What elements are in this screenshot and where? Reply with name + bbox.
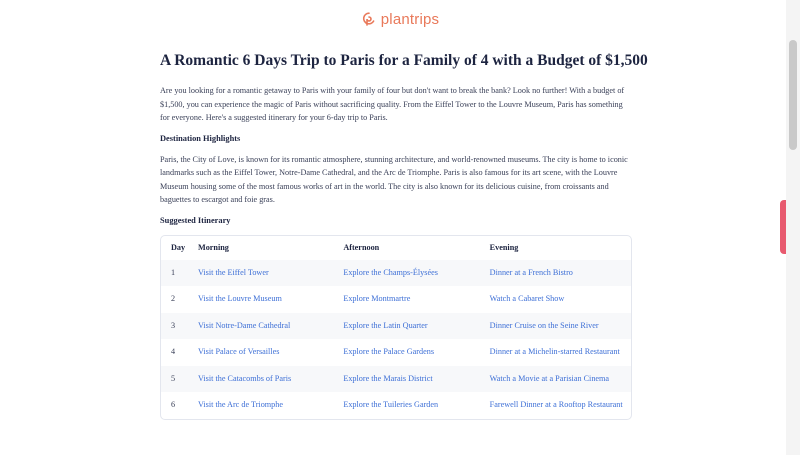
article: [160, 52, 648, 420]
afternoon-activity-link[interactable]: Explore the Marais District: [333, 366, 479, 393]
table-row: [161, 286, 631, 313]
afternoon-activity-link[interactable]: Explore Montmartre: [343, 294, 411, 303]
afternoon-activity-link[interactable]: Explore the Champs-Élysées: [333, 260, 479, 287]
table-row: [161, 260, 631, 287]
highlights-heading: Destination Highlights: [160, 133, 241, 143]
column-header-afternoon: Afternoon: [343, 243, 380, 252]
day-cell: 2: [171, 294, 176, 303]
evening-activity-link[interactable]: Farewell Dinner at a Rooftop Restaurant: [489, 400, 623, 409]
morning-activity-link[interactable]: Visit the Arc de Triomphe: [197, 400, 283, 409]
itinerary-table-container: [160, 235, 632, 420]
morning-activity-link[interactable]: Visit Palace of Versailles: [197, 347, 280, 356]
column-header-evening: Evening: [489, 243, 519, 252]
column-header-morning: Morning: [197, 243, 229, 252]
afternoon-activity-link[interactable]: Explore the Latin Quarter: [333, 313, 479, 340]
scrollbar-thumb[interactable]: [789, 40, 797, 150]
morning-activity-link[interactable]: Visit the Catacombs of Paris: [188, 366, 333, 393]
table-header-row: [161, 236, 631, 260]
table-row: [161, 313, 631, 340]
table-row: [161, 366, 631, 393]
itinerary-heading: Suggested Itinerary: [160, 215, 231, 225]
plantrips-logo-icon: [361, 11, 377, 27]
evening-activity-link[interactable]: Dinner Cruise on the Seine River: [480, 313, 631, 340]
intro-paragraph: Are you looking for a romantic getaway to Paris with your family of four but don't want to break the bank? Look no further! With a budget of $1,500, you can experience the magic of Paris without sacrificing quality. From the Eiffel Tower to the Louvre Museum, Paris has something for everyone. Here's a suggested itinerary for your 6-day trip to Paris.: [160, 86, 625, 122]
page-title: A Romantic 6 Days Trip to Paris for a Family of 4 with a Budget of $1,500: [160, 52, 648, 69]
afternoon-activity-link[interactable]: Explore the Tuileries Garden: [343, 400, 439, 409]
morning-activity-link[interactable]: Visit Notre-Dame Cathedral: [188, 313, 333, 340]
evening-activity-link[interactable]: Dinner at a French Bistro: [480, 260, 631, 287]
itinerary-table: [161, 236, 631, 419]
evening-activity-link[interactable]: Watch a Cabaret Show: [489, 294, 565, 303]
day-cell: 6: [171, 400, 176, 409]
table-row: [161, 339, 631, 366]
day-cell: 4: [171, 347, 176, 356]
column-header-day: Day: [171, 243, 186, 252]
table-row: [161, 392, 631, 419]
day-cell: 3: [161, 313, 188, 340]
day-cell: 5: [161, 366, 188, 393]
morning-activity-link[interactable]: Visit the Louvre Museum: [197, 294, 282, 303]
brand-name: plantrips: [380, 10, 440, 28]
brand-logo[interactable]: [361, 11, 440, 28]
evening-activity-link[interactable]: Watch a Movie at a Parisian Cinema: [480, 366, 631, 393]
morning-activity-link[interactable]: Visit the Eiffel Tower: [188, 260, 333, 287]
day-cell: 1: [161, 260, 188, 287]
site-header: [0, 0, 800, 38]
highlights-paragraph: Paris, the City of Love, is known for its romantic atmosphere, stunning architecture, and world-renowned museums. The city is home to iconic landmarks such as the Eiffel Tower, Notre-Dame Cathedral, and the Arc de Triomphe. Paris is also famous for its art scene, with the Louvre Museum housing some of the most famous works of art in the world. The city is also known for its delicious cuisine, from croissants and baguettes to escargot and foie gras.: [160, 154, 628, 204]
page-scrollbar[interactable]: [786, 0, 800, 455]
evening-activity-link[interactable]: Dinner at a Michelin-starred Restaurant: [489, 347, 620, 356]
afternoon-activity-link[interactable]: Explore the Palace Gardens: [343, 347, 435, 356]
